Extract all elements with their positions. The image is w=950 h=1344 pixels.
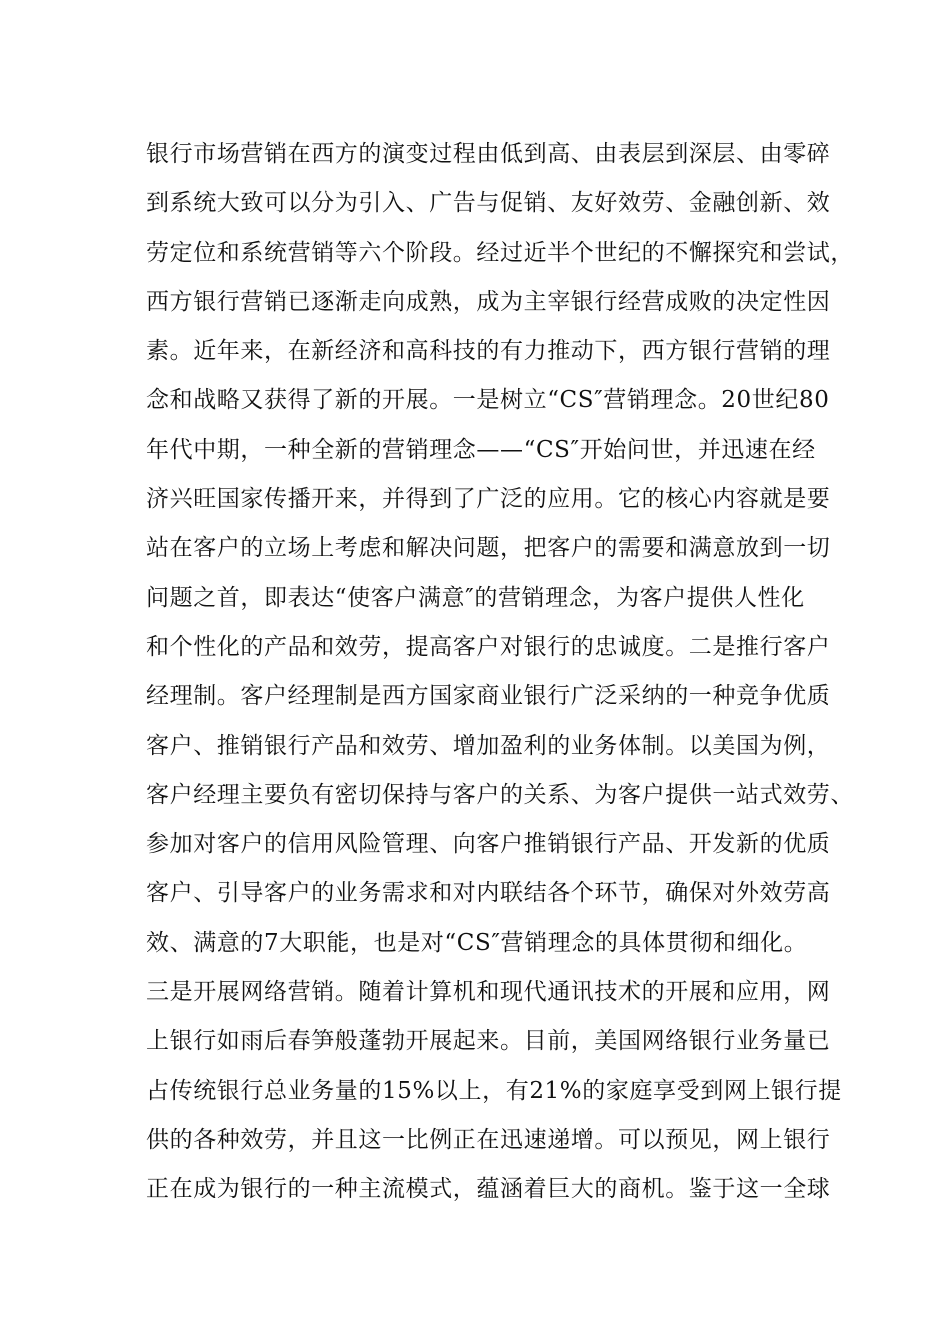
text-line: 济兴旺国家传播开来，并得到了广泛的应用。它的核心内容就是要 [146, 486, 831, 513]
text-line: 银行市场营销在西方的演变过程由低到高、由表层到深层、由零碎 [146, 141, 831, 167]
text-line: 素。近年来，在新经济和高科技的有力推动下，西方银行营销的理 [146, 338, 831, 365]
text-line: 年代中期，一种全新的营销理念——“CS″开始问世，并迅速在经 [146, 436, 816, 463]
text-line: 站在客户的立场上考虑和解决问题，把客户的需要和满意放到一切 [146, 535, 831, 562]
text-line: 参加对客户的信用风险管理、向客户推销银行产品、开发新的优质 [146, 831, 831, 858]
text-line: 三是开展网络营销。随着计算机和现代通讯技术的开展和应用，网 [146, 979, 831, 1006]
text-line: 念和战略又获得了新的开展。一是树立“CS″营销理念。20世纪80 [146, 387, 830, 414]
text-line: 客户经理主要负有密切保持与客户的关系、为客户提供一站式效劳、 [146, 781, 854, 808]
text-line: 西方银行营销已逐渐走向成熟，成为主宰银行经营成败的决定性因 [146, 288, 831, 315]
text-line: 经理制。客户经理制是西方国家商业银行广泛采纳的一种竞争优质 [146, 683, 831, 710]
text-line: 上银行如雨后春笋般蓬勃开展起来。目前，美国网络银行业务量已 [146, 1028, 831, 1055]
text-line: 供的各种效劳，并且这一比例正在迅速递增。可以预见，网上银行 [146, 1126, 831, 1153]
text-line: 效、满意的7大职能，也是对“CS″营销理念的具体贯彻和细化。 [146, 929, 808, 956]
text-line: 劳定位和系统营销等六个阶段。经过近半个世纪的不懈探究和尝试， [146, 239, 854, 266]
text-line: 占传统银行总业务量的15%以上，有21%的家庭享受到网上银行提 [146, 1077, 842, 1104]
text-line: 和个性化的产品和效劳，提高客户对银行的忠诚度。二是推行客户 [146, 633, 831, 660]
text-line: 客户、引导客户的业务需求和对内联结各个环节，确保对外效劳高 [146, 880, 831, 907]
text-line: 客户、推销银行产品和效劳、增加盈利的业务体制。以美国为例， [146, 732, 831, 759]
text-line: 正在成为银行的一种主流模式，蕴涵着巨大的商机。鉴于这一全球 [146, 1176, 831, 1203]
text-line: 问题之首，即表达“使客户满意″的营销理念，为客户提供人性化 [146, 584, 805, 611]
body-paragraph [146, 130, 854, 1215]
text-line: 到系统大致可以分为引入、广告与促销、友好效劳、金融创新、效 [146, 190, 831, 217]
